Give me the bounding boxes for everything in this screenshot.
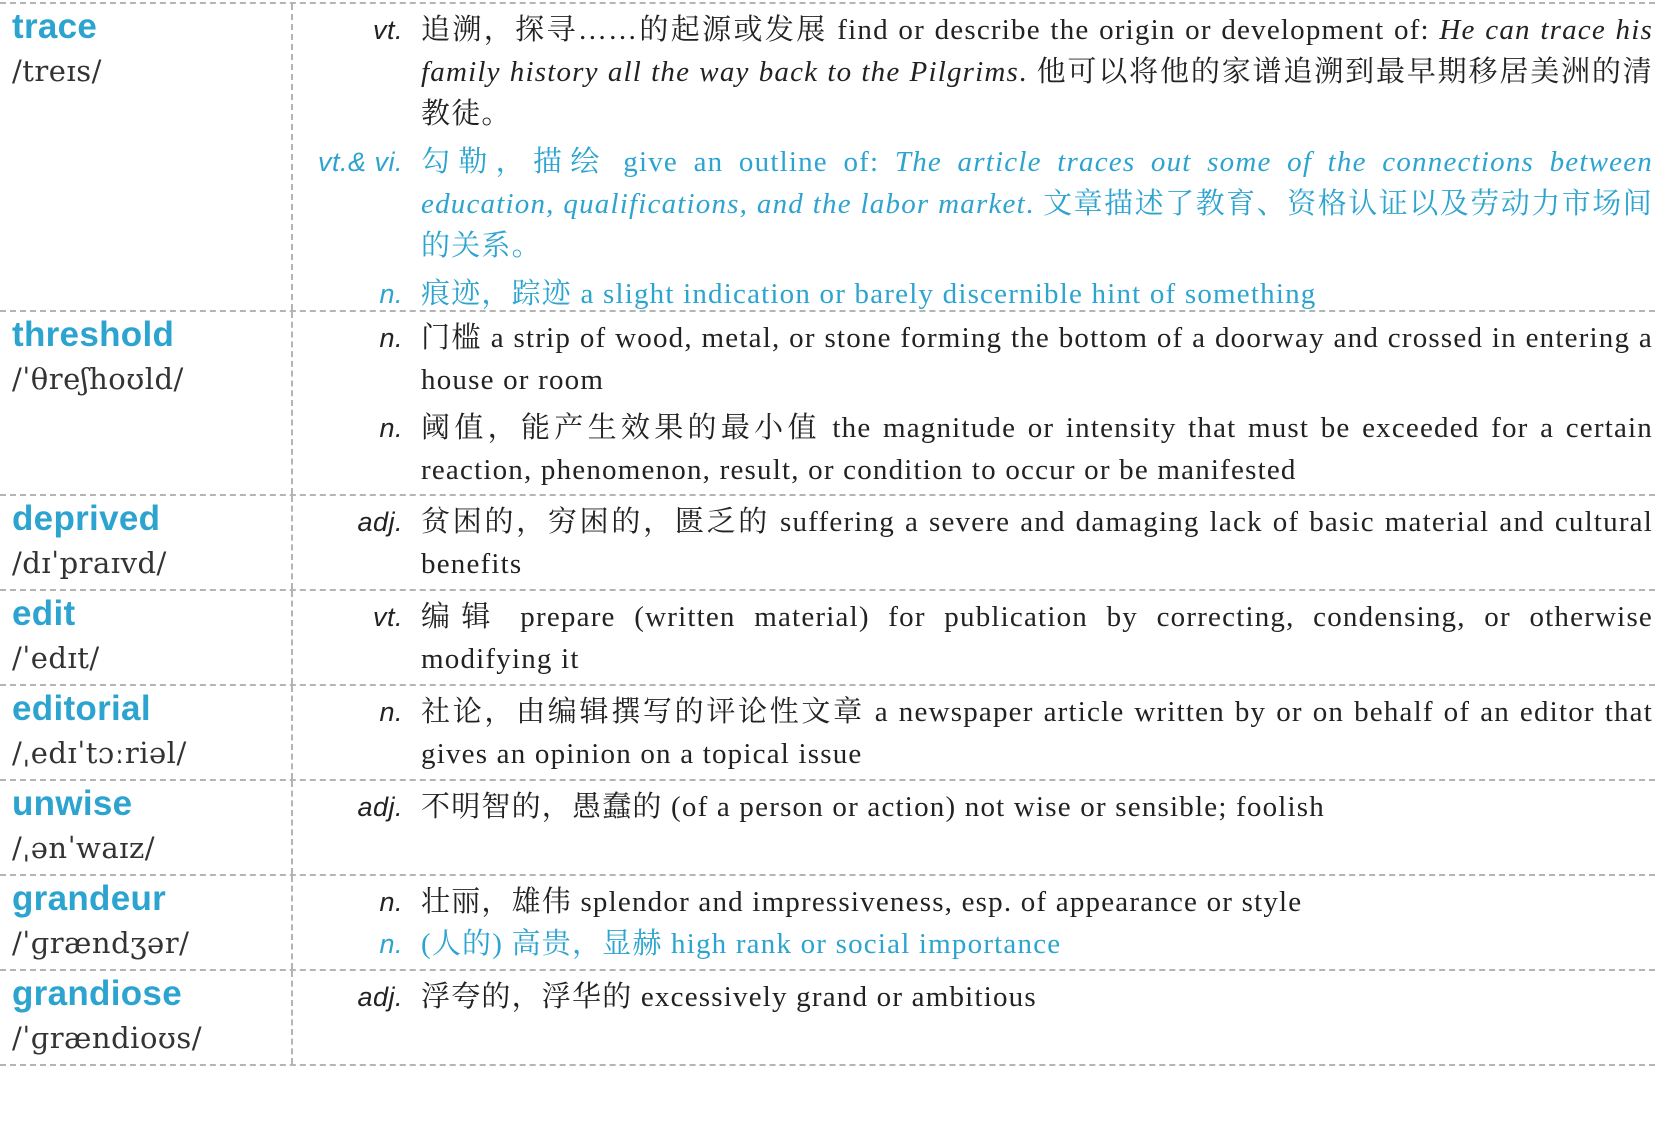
- part-of-speech: adj.: [357, 982, 403, 1012]
- sense: [293, 786, 1655, 828]
- sense-highlighted: [293, 141, 1655, 267]
- phonetic: /ˌənˈwaɪz/: [12, 831, 155, 865]
- sense-highlighted: [293, 273, 1655, 315]
- phonetic: /ˈɡrændioʊs/: [12, 1021, 203, 1055]
- sense: [293, 407, 1655, 491]
- definition: 阈值，能产生效果的最小值 the magnitude or intensity that must be exceeded for a certain reaction, phenomenon, result, or condition to occur or be manifested: [421, 412, 1653, 486]
- entry-grandiose: [0, 971, 1655, 1066]
- part-of-speech: vt.: [372, 602, 403, 632]
- part-of-speech: n.: [379, 697, 403, 727]
- headword: grandeur: [12, 879, 167, 918]
- definition: 贫困的，穷困的，匮乏的 suffering a severe and damaging lack of basic material and cultural benefits: [421, 506, 1653, 580]
- phonetic: /treɪs/: [12, 54, 102, 88]
- definition: [409, 9, 1655, 135]
- definition: 编辑 prepare (written material) for publication by correcting, condensing, or otherwise modifying it: [421, 601, 1653, 675]
- word-cell: [0, 686, 293, 779]
- definition: 痕迹，踪迹 a slight indication or barely discernible hint of something: [421, 278, 1317, 310]
- definition: (人的) 高贵，显赫 high rank or social importance: [421, 928, 1062, 960]
- definition: [409, 141, 1655, 267]
- word-cell: [0, 781, 293, 874]
- word-cell: [0, 971, 293, 1064]
- entry-unwise: [0, 781, 1655, 876]
- entry-deprived: [0, 496, 1655, 591]
- entry-grandeur: [0, 876, 1655, 971]
- headword: deprived: [12, 499, 161, 538]
- example-translation: . 他可以将他的家谱追溯到最早期移居美洲的清教徒。: [421, 56, 1653, 130]
- definition: 壮丽，雄伟 splendor and impressiveness, esp. of appearance or style: [421, 886, 1303, 918]
- definition: 不明智的，愚蠢的 (of a person or action) not wise or sensible; foolish: [421, 791, 1325, 823]
- senses: [293, 496, 1655, 589]
- senses: [293, 781, 1655, 874]
- sense: [293, 9, 1655, 135]
- example-sentence: He can trace his family history all the way back to the Pilgrims: [421, 14, 1653, 88]
- sense: [293, 596, 1655, 680]
- definition-text: 追溯，探寻……的起源或发展 find or describe the origin or development of:: [421, 14, 1440, 46]
- example-sentence: The article traces out some of the connections between education, qualifications, and the labor market: [421, 146, 1654, 220]
- part-of-speech: vt.: [372, 15, 403, 45]
- entry-threshold: [0, 312, 1655, 496]
- definition-text: 勾勒，描绘 give an outline of:: [421, 146, 895, 178]
- example-translation: . 文章描述了教育、资格认证以及劳动力市场间的关系。: [421, 188, 1654, 262]
- word-cell: [0, 496, 293, 589]
- sense: [293, 976, 1655, 1018]
- headword: unwise: [12, 784, 133, 823]
- sense-highlighted: [293, 923, 1655, 965]
- part-of-speech: adj.: [357, 792, 403, 822]
- part-of-speech: vt.& vi.: [317, 147, 403, 177]
- sense: [293, 317, 1655, 401]
- headword: threshold: [12, 315, 175, 354]
- senses: [293, 4, 1655, 310]
- headword: edit: [12, 594, 76, 633]
- entry-trace: [0, 4, 1655, 312]
- entry-editorial: [0, 686, 1655, 781]
- senses: [293, 971, 1655, 1064]
- word-cell: [0, 4, 293, 310]
- definition: 门槛 a strip of wood, metal, or stone forming the bottom of a doorway and crossed in entering a house or room: [421, 322, 1653, 396]
- phonetic: /ˈθreʃhoʊld/: [12, 362, 184, 396]
- sense: [293, 691, 1655, 775]
- phonetic: /ˌedɪˈtɔːriəl/: [12, 736, 187, 770]
- part-of-speech: adj.: [357, 507, 403, 537]
- word-cell: [0, 876, 293, 969]
- part-of-speech: n.: [379, 887, 403, 917]
- sense: [293, 881, 1655, 923]
- phonetic: /ˈɡrændʒər/: [12, 926, 190, 960]
- senses: [293, 312, 1655, 494]
- vocabulary-table: [0, 2, 1655, 1066]
- senses: [293, 686, 1655, 779]
- phonetic: /ˈedɪt/: [12, 641, 100, 675]
- headword: editorial: [12, 689, 151, 728]
- definition: 浮夸的，浮华的 excessively grand or ambitious: [421, 981, 1037, 1013]
- senses: [293, 876, 1655, 969]
- entry-edit: [0, 591, 1655, 686]
- definition: 社论，由编辑撰写的评论性文章 a newspaper article written by or on behalf of an editor that gives an opinion on a topical issue: [421, 696, 1653, 770]
- senses: [293, 591, 1655, 684]
- part-of-speech: n.: [379, 323, 403, 353]
- headword: grandiose: [12, 974, 182, 1013]
- headword: trace: [12, 7, 98, 46]
- part-of-speech: n.: [379, 929, 403, 959]
- sense: [293, 501, 1655, 585]
- word-cell: [0, 312, 293, 494]
- word-cell: [0, 591, 293, 684]
- part-of-speech: n.: [379, 413, 403, 443]
- phonetic: /dɪˈpraɪvd/: [12, 546, 167, 580]
- part-of-speech: n.: [379, 279, 403, 309]
